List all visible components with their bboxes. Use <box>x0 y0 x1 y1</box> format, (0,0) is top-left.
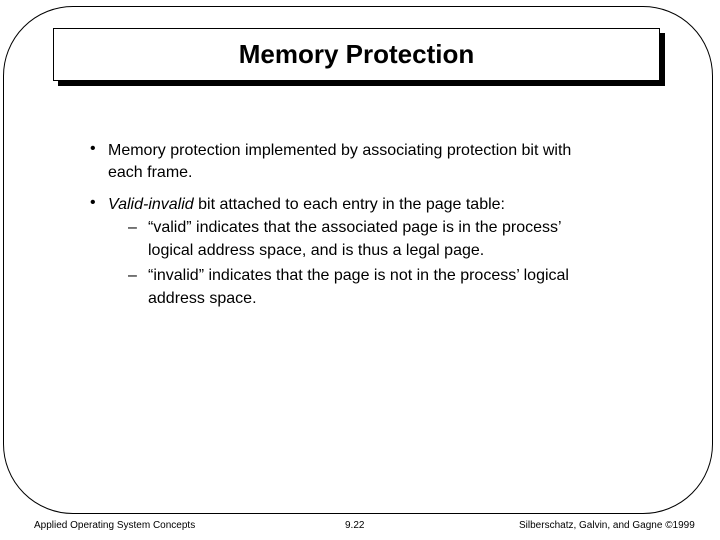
footer-page-number: 9.22 <box>345 520 365 531</box>
bullet-1-line-2: each frame. <box>108 164 193 181</box>
footer-left: Applied Operating System Concepts <box>34 520 196 531</box>
bullet-2-line <box>108 196 505 214</box>
subitem-1-line-2: logical address space, and is thus a legal page. <box>148 242 485 259</box>
sub-bullet-marker: – <box>128 219 137 236</box>
bullet-2-italic-term: Valid-invalid <box>108 196 194 213</box>
subitem-2-line-1: “invalid” indicates that the page is not in the process’ logical <box>148 267 569 284</box>
bullet-marker: • <box>90 140 96 157</box>
sub-bullet-marker: – <box>128 267 137 284</box>
bullet-2-rest: bit attached to each entry in the page table: <box>193 196 505 213</box>
bullet-1-line-1: Memory protection implemented by associating protection bit with <box>108 142 572 159</box>
slide-title: Memory Protection <box>238 39 475 69</box>
subitem-1-line-1: “valid” indicates that the associated page is in the process’ <box>148 219 562 236</box>
bullet-marker: • <box>90 194 96 211</box>
footer-right: Silberschatz, Galvin, and Gagne ©1999 <box>519 520 695 531</box>
subitem-2-line-2: address space. <box>148 290 257 307</box>
